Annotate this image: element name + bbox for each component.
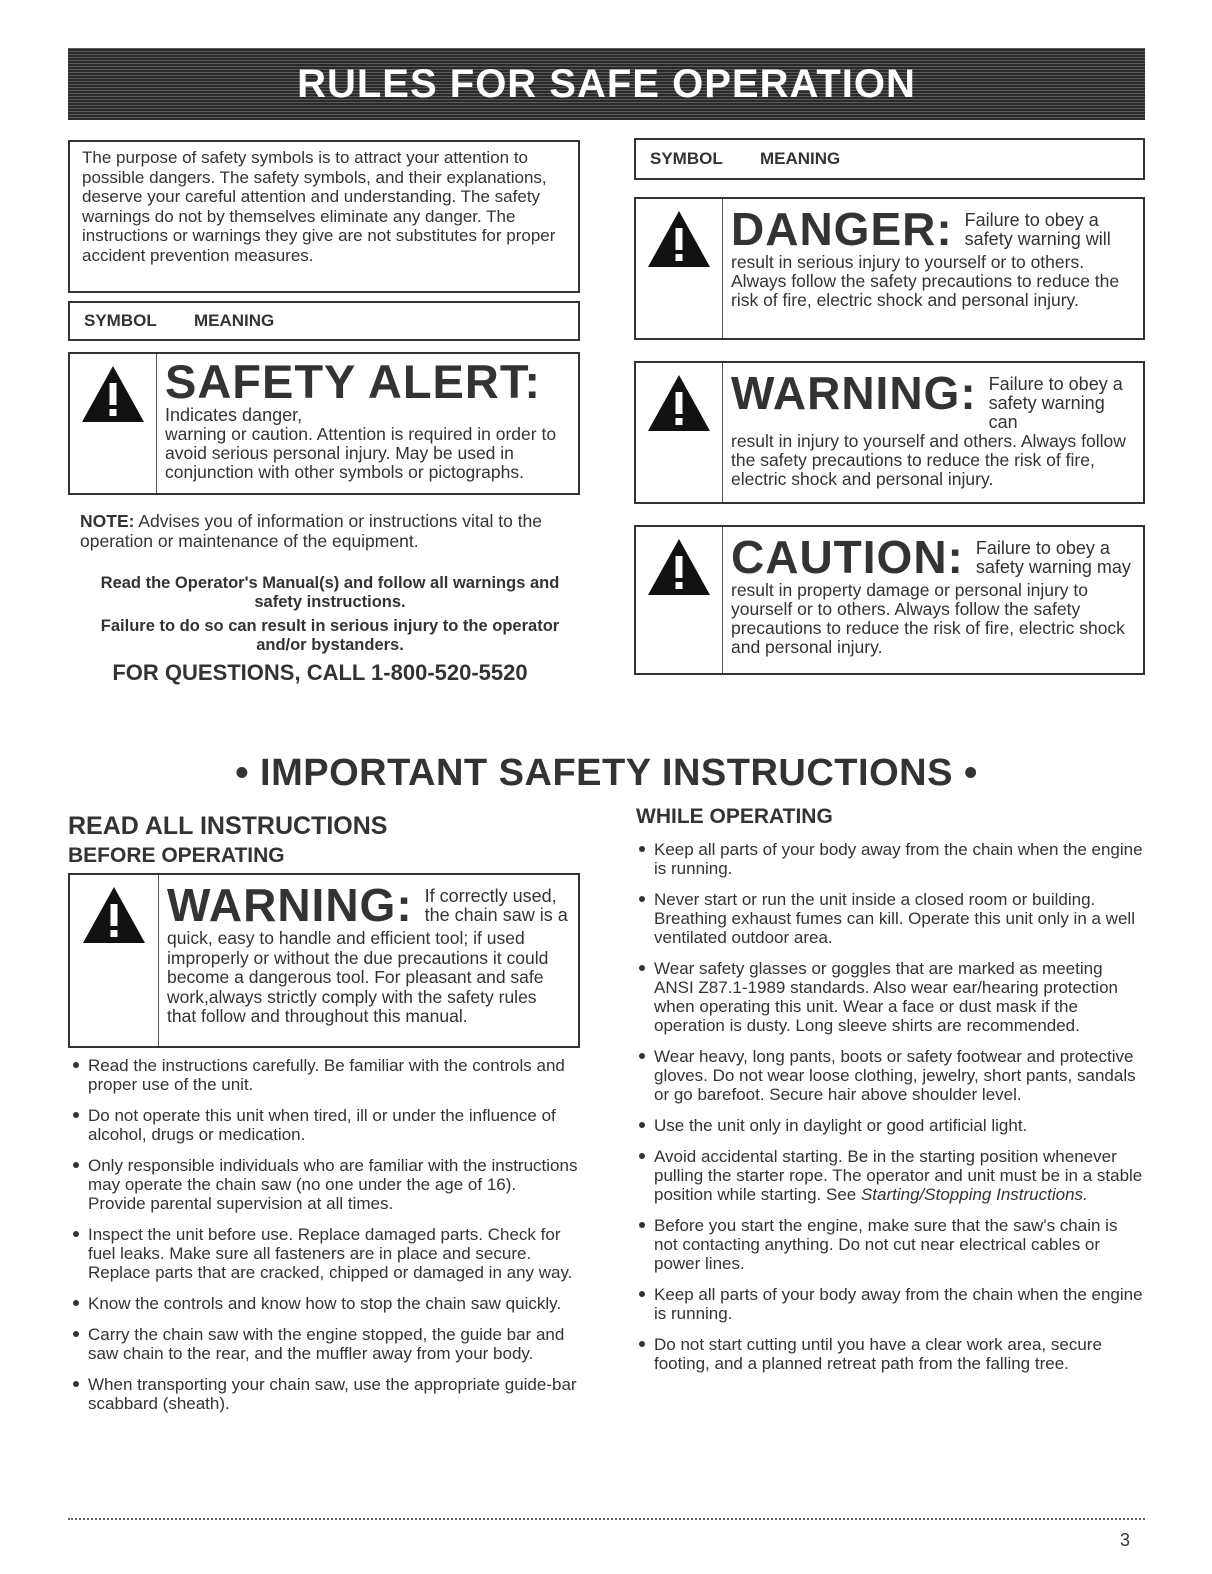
list-item: Before you start the engine, make sure that the saw's chain is not contacting anything. Do not cut near electrical cables or power lines.: [636, 1216, 1144, 1273]
symbol-col-label: SYMBOL: [84, 311, 157, 330]
meaning-col-label: MEANING: [760, 149, 841, 168]
page-number: 3: [1120, 1530, 1131, 1550]
note: [80, 512, 580, 551]
danger-text: result in serious injury to yourself or to others. Always follow the safety precautions to reduce the risk of fire, electric shock and personal injury.: [731, 252, 1120, 310]
list-item: Do not operate this unit when tired, ill or under the influence of alcohol, drugs or medication.: [70, 1106, 578, 1144]
alert-triangle-icon: [636, 199, 723, 338]
warning-word: WARNING:: [731, 367, 977, 419]
safety-alert-text: warning or caution. Attention is required in order to avoid serious personal injury. May be used in conjunction with other symbols or pictographs.: [165, 424, 557, 482]
intro-box: [68, 140, 580, 293]
before-warning-text: quick, easy to handle and efficient tool; if used improperly or without the due precautions it could become a dangerous tool. For pleasant and safe work,always strictly comply with the safety rules that follow and throughout this manual.: [167, 928, 549, 1026]
before-warning-lead: If correctly used, the chain saw is a: [424, 886, 568, 925]
while-operating-list: [636, 840, 1144, 1385]
warning-lead: Failure to obey a safety warning can: [988, 374, 1123, 432]
alert-triangle-icon: [636, 363, 723, 502]
danger-box: [634, 197, 1145, 340]
danger-lead: Failure to obey a safety warning will: [964, 210, 1111, 249]
questions-phone: FOR QUESTIONS, CALL 1-800-520-5520: [112, 660, 528, 685]
safety-alert-box: [68, 352, 580, 495]
list-item: Never start or run the unit inside a closed room or building. Breathing exhaust fumes can kill. Operate this unit only in a well ventilated outdoor area.: [636, 890, 1144, 947]
caution-text: result in property damage or personal injury to yourself or to others. Always follow the safety precautions to reduce the risk of fire, electric shock and personal injury.: [731, 580, 1125, 657]
caution-box: [634, 525, 1145, 675]
before-warning-box: [68, 873, 580, 1048]
read-manual: Read the Operator's Manual(s) and follow all warnings and safety instructions.: [100, 574, 560, 611]
starting-stopping-ref: Starting/Stopping Instructions.: [860, 1185, 1088, 1204]
safety-alert-word: SAFETY ALERT:: [165, 355, 541, 408]
note-text: Advises you of information or instructions vital to the operation or maintenance of the equipment.: [80, 511, 543, 551]
alert-triangle-icon: [636, 527, 723, 673]
list-item: Carry the chain saw with the engine stopped, the guide bar and saw chain to the rear, and the muffler away from your body.: [70, 1325, 578, 1363]
list-item: Keep all parts of your body away from the chain when the engine is running.: [636, 840, 1144, 878]
section-banner: [68, 48, 1145, 120]
alert-triangle-icon: [70, 354, 157, 493]
meaning-col-label: MEANING: [194, 311, 275, 330]
symbol-header-left: [68, 301, 580, 341]
list-item: Keep all parts of your body away from the chain when the engine is running.: [636, 1285, 1144, 1323]
list-item: Avoid accidental starting. Be in the starting position whenever pulling the starter rope. The operator and unit must be in a stable position while starting. See Starting/Stopping Instructions.: [636, 1147, 1144, 1204]
list-item: Inspect the unit before use. Replace damaged parts. Check for fuel leaks. Make sure all fasteners are in place and secure. Replace parts that are cracked, chipped or damaged in any way.: [70, 1225, 578, 1282]
footer-rule: [68, 1518, 1145, 1520]
before-operating-heading: BEFORE OPERATING: [68, 844, 285, 867]
banner-title: RULES FOR SAFE OPERATION: [297, 61, 916, 106]
list-item: Read the instructions carefully. Be familiar with the controls and proper use of the unit.: [70, 1056, 578, 1094]
warning-box: [634, 361, 1145, 504]
safety-alert-lead: Indicates danger,: [165, 405, 303, 425]
list-item: Know the controls and know how to stop the chain saw quickly.: [70, 1294, 578, 1313]
before-warning-word: WARNING:: [167, 879, 413, 931]
list-item: When transporting your chain saw, use the appropriate guide-bar scabbard (sheath).: [70, 1375, 578, 1413]
symbol-col-label: SYMBOL: [650, 149, 723, 168]
while-operating-heading: WHILE OPERATING: [636, 805, 833, 828]
read-all-heading: READ ALL INSTRUCTIONS: [68, 812, 388, 840]
important-title: • IMPORTANT SAFETY INSTRUCTIONS •: [235, 752, 978, 794]
before-operating-list: [70, 1056, 578, 1425]
list-item: Do not start cutting until you have a clear work area, secure footing, and a planned retreat path from the falling tree.: [636, 1335, 1144, 1373]
list-item: Use the unit only in daylight or good artificial light.: [636, 1116, 1144, 1135]
failure-notice: Failure to do so can result in serious injury to the operator and/or bystanders.: [100, 617, 560, 654]
danger-word: DANGER:: [731, 203, 953, 255]
note-label: NOTE:: [80, 511, 135, 531]
alert-triangle-icon: [70, 875, 159, 1046]
caution-word: CAUTION:: [731, 531, 964, 583]
list-item: Wear safety glasses or goggles that are marked as meeting ANSI Z87.1-1989 standards. Also wear ear/hearing protection when operating this unit. Wear a face or dust mask if the operation is dusty. Long sleeve shirts are recommended.: [636, 959, 1144, 1035]
symbol-header-right: [634, 138, 1145, 180]
intro-text: The purpose of safety symbols is to attract your attention to possible dangers. The safety symbols, and their explanations, deserve your careful attention and understanding. The safety warnings do not by themselves eliminate any danger. The instructions or warnings they give are not substitutes for proper accident prevention measures.: [82, 148, 556, 265]
list-item: Only responsible individuals who are familiar with the instructions may operate the chain saw (no one under the age of 16). Provide parental supervision at all times.: [70, 1156, 578, 1213]
warning-text: result in injury to yourself and others. Always follow the safety precautions to reduce the risk of fire, electric shock and personal injury.: [731, 431, 1126, 489]
list-item: Wear heavy, long pants, boots or safety footwear and protective gloves. Do not wear loose clothing, jewelry, short pants, sandals or go barefoot. Secure hair above shoulder level.: [636, 1047, 1144, 1104]
caution-lead: Failure to obey a safety warning may: [975, 538, 1131, 577]
